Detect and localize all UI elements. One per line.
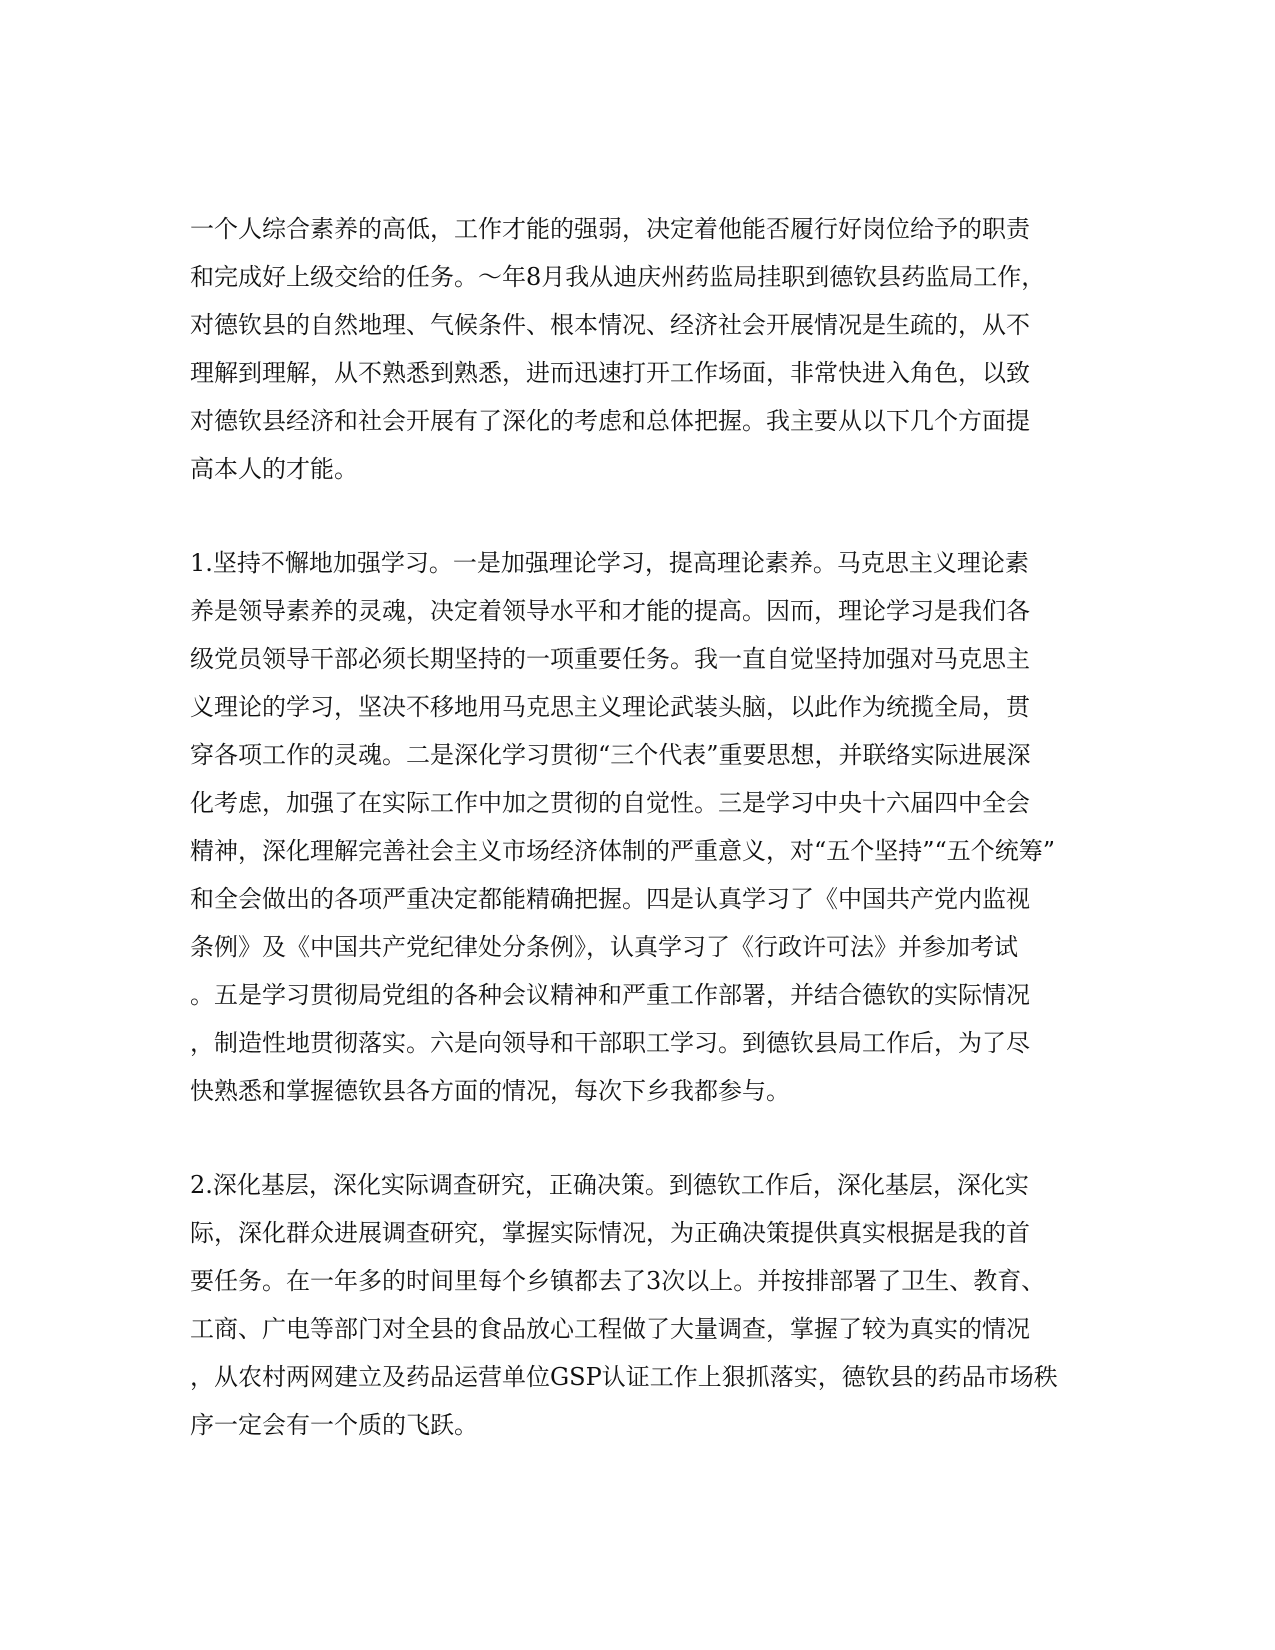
text-line: 工商、广电等部门对全县的食品放心工程做了大量调查，掌握了较为真实的情况 — [190, 1315, 1030, 1343]
paragraph-learning — [190, 539, 1080, 1115]
text-line: 精神，深化理解完善社会主义市场经济体制的严重意义，对“五个坚持”“五个统筹” — [190, 837, 1056, 865]
text-line: 义理论的学习，坚决不移地用马克思主义理论武装头脑，以此作为统揽全局，贯 — [190, 693, 1030, 721]
text-line: ，制造性地贯彻落实。六是向领导和干部职工学习。到德钦县局工作后，为了尽 — [190, 1029, 1030, 1057]
text-line: 化考虑，加强了在实际工作中加之贯彻的自觉性。三是学习中央十六届四中全会 — [190, 789, 1030, 817]
text-line: 理解到理解，从不熟悉到熟悉，进而迅速打开工作场面，非常快进入角色，以致 — [190, 359, 1030, 387]
text-line: 穿各项工作的灵魂。二是深化学习贯彻“三个代表”重要思想，并联络实际进展深 — [190, 741, 1031, 769]
text-line: 序一定会有一个质的飞跃。 — [190, 1411, 478, 1439]
text-line: ，从农村两网建立及药品运营单位GSP认证工作上狠抓落实，德钦县的药品市场秩 — [190, 1363, 1058, 1391]
text-line: 对德钦县的自然地理、气候条件、根本情况、经济社会开展情况是生疏的，从不 — [190, 311, 1030, 339]
text-line: 一个人综合素养的高低，工作才能的强弱，决定着他能否履行好岗位给予的职责 — [190, 215, 1030, 243]
paragraph-research — [190, 1161, 1080, 1449]
text-line: 和全会做出的各项严重决定都能精确把握。四是认真学习了《中国共产党内监视 — [190, 885, 1030, 913]
text-line: 。五是学习贯彻局党组的各种会议精神和严重工作部署，并结合德钦的实际情况 — [190, 981, 1030, 1009]
text-line: 条例》及《中国共产党纪律处分条例》，认真学习了《行政许可法》并参加考试 — [190, 933, 1018, 961]
text-line: 高本人的才能。 — [190, 455, 358, 483]
text-line: 1.坚持不懈地加强学习。一是加强理论学习，提高理论素养。马克思主义理论素 — [190, 549, 1029, 577]
text-line: 对德钦县经济和社会开展有了深化的考虑和总体把握。我主要从以下几个方面提 — [190, 407, 1030, 435]
text-line: 快熟悉和掌握德钦县各方面的情况，每次下乡我都参与。 — [190, 1077, 790, 1105]
document-body — [190, 205, 1080, 1495]
text-line: 要任务。在一年多的时间里每个乡镇都去了3次以上。并按排部署了卫生、教育、 — [190, 1267, 1046, 1295]
text-line: 和完成好上级交给的任务。～年8月我从迪庆州药监局挂职到德钦县药监局工作， — [190, 263, 1046, 291]
paragraph-intro — [190, 205, 1080, 493]
text-line: 养是领导素养的灵魂，决定着领导水平和才能的提高。因而，理论学习是我们各 — [190, 597, 1030, 625]
text-line: 际，深化群众进展调查研究，掌握实际情况，为正确决策提供真实根据是我的首 — [190, 1219, 1030, 1247]
text-line: 级党员领导干部必须长期坚持的一项重要任务。我一直自觉坚持加强对马克思主 — [190, 645, 1030, 673]
text-line: 2.深化基层，深化实际调查研究，正确决策。到德钦工作后，深化基层，深化实 — [190, 1171, 1029, 1199]
